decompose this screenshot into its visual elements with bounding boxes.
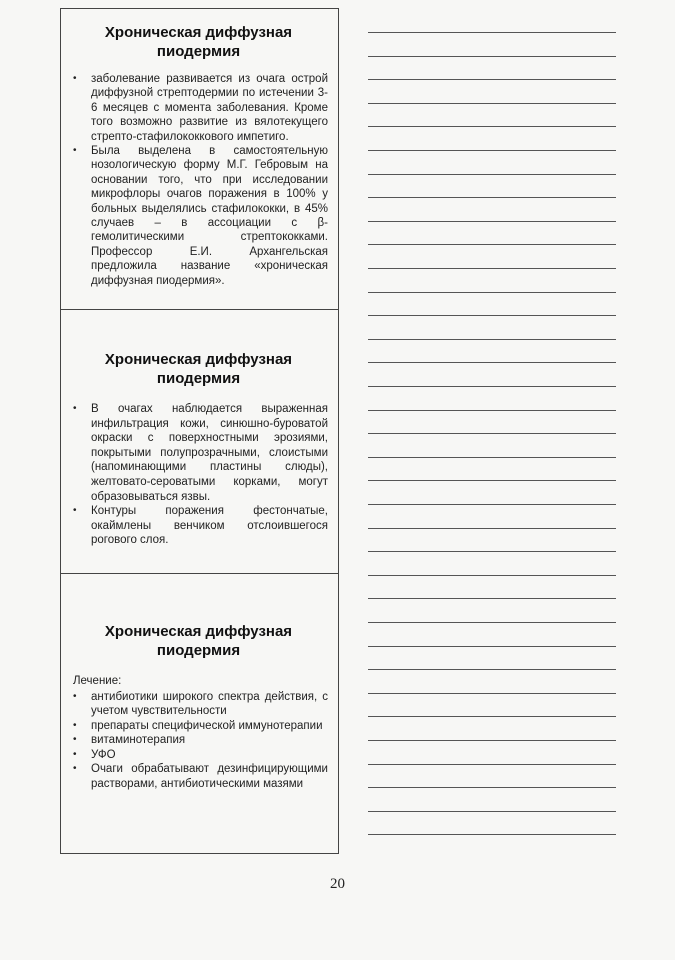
note-line <box>368 79 616 80</box>
slide-1 <box>61 9 338 309</box>
note-line <box>368 150 616 151</box>
note-line <box>368 504 616 505</box>
treatment-subheading: Лечение: <box>73 675 122 687</box>
list-item <box>69 748 328 763</box>
note-line <box>368 457 616 458</box>
list-item <box>69 762 328 791</box>
list-item-text: заболевание развивается из очага острой диффузной стрептодермии по истечении 3-6 месяцев с момента заболевания. Кроме того возможно развитие из вялотекущего стрепто-стафилококкового импетиго. <box>91 73 328 143</box>
bullet-icon: • <box>73 690 77 702</box>
bullet-icon: • <box>73 73 77 84</box>
slide-2 <box>61 309 338 573</box>
slide-3-list <box>69 690 328 792</box>
list-item <box>69 719 328 734</box>
slides-panel <box>60 8 339 854</box>
note-line <box>368 740 616 741</box>
note-line <box>368 575 616 576</box>
list-item-text: В очагах наблюдается выраженная инфильтрация кожи, синюшно-буроватой окраски с поверхностными эрозиями, покрытыми полупрозрачными, слоистыми (напоминающими пластины слюды), желтовато-сероватыми корками, могут образовываться язвы. <box>91 403 328 503</box>
bullet-icon: • <box>73 719 77 731</box>
list-item <box>69 72 328 144</box>
slide-3-title: Хроническая диффузная пиодермия <box>104 623 293 659</box>
note-line <box>368 551 616 552</box>
note-line <box>368 32 616 33</box>
slide-2-title: Хроническая диффузная пиодермия <box>104 351 293 387</box>
bullet-icon: • <box>73 763 77 775</box>
slide-2-list <box>69 402 328 548</box>
note-line <box>368 339 616 340</box>
note-line <box>368 693 616 694</box>
list-item <box>69 144 328 288</box>
slide-3 <box>61 573 338 853</box>
list-item-text: препараты специфической иммунотерапии <box>91 719 323 732</box>
note-line <box>368 126 616 127</box>
note-line <box>368 268 616 269</box>
note-line <box>368 315 616 316</box>
list-item-text: УФО <box>91 748 116 761</box>
note-line <box>368 669 616 670</box>
list-item <box>69 733 328 748</box>
note-line <box>368 292 616 293</box>
note-line <box>368 764 616 765</box>
bullet-icon: • <box>73 748 77 760</box>
note-lines-area <box>368 8 616 854</box>
bullet-icon: • <box>73 734 77 746</box>
note-line <box>368 787 616 788</box>
note-line <box>368 244 616 245</box>
bullet-icon: • <box>73 505 77 517</box>
note-line <box>368 433 616 434</box>
list-item-text: Контуры поражения фестончатые, окаймлены венчиком отслоившегося рогового слоя. <box>91 505 328 547</box>
note-line <box>368 56 616 57</box>
note-line <box>368 480 616 481</box>
list-item-text: Очаги обрабатывают дезинфицирующими растворами, антибиотическими мазями <box>91 763 328 791</box>
note-line <box>368 622 616 623</box>
note-line <box>368 598 616 599</box>
slide-1-title: Хроническая диффузная пиодермия <box>104 24 293 60</box>
note-line <box>368 174 616 175</box>
note-line <box>368 362 616 363</box>
list-item <box>69 504 328 548</box>
note-line <box>368 528 616 529</box>
bullet-icon: • <box>73 403 77 414</box>
note-line <box>368 811 616 812</box>
note-line <box>368 103 616 104</box>
note-line <box>368 834 616 835</box>
list-item-text: антибиотики широкого спектра действия, с учетом чувствительности <box>91 690 328 718</box>
note-line <box>368 221 616 222</box>
bullet-icon: • <box>73 145 77 157</box>
list-item-text: витаминотерапия <box>91 734 186 747</box>
note-line <box>368 386 616 387</box>
slide-1-list <box>69 72 328 288</box>
list-item <box>69 690 328 719</box>
note-line <box>368 197 616 198</box>
list-item-text: Была выделена в самостоятельную нозологическую форму М.Г. Гебровым на основании того, что при исследовании микрофлоры очагов поражения в 100% у больных выделялись стафилококки, в 45% случаев – в ассоциации с β-гемолитическими стрептококками. Профессор Е.И. Архангельская предложила название «хроническая диффузная пиодермия». <box>91 145 328 287</box>
note-line <box>368 716 616 717</box>
note-line <box>368 410 616 411</box>
page-number: 20 <box>330 876 345 892</box>
note-line <box>368 646 616 647</box>
list-item <box>69 402 328 504</box>
